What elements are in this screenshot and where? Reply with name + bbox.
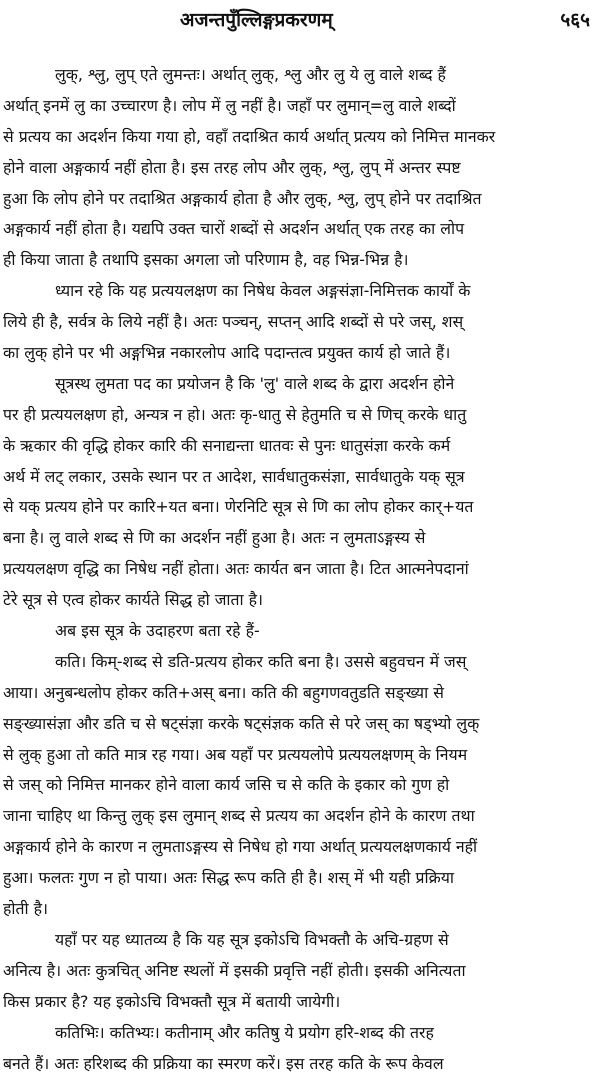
text-line: से जस् को निमित्त मानकर होने वाला कार्य जसि च से कति के इकार को गुण हो xyxy=(3,770,594,801)
page-header xyxy=(0,4,600,34)
text-line: अङ्गकार्य होने के कारण न लुमताऽङ्गस्य से निषेध हो गया अर्थात् प्रत्ययलक्षणकार्य नहीं xyxy=(3,832,594,863)
text-line: आया। अनुबन्धलोप होकर कति+अस् बना। कति की बहुगणवतुडति सङ्ख्या से xyxy=(3,678,594,709)
text-line: लुक्, श्लु, लुप् एते लुमन्तः। अर्थात् लुक्, श्लु और लु ये लु वाले शब्द हैं xyxy=(3,60,594,91)
text-line: से लुक् हुआ तो कति मात्र रह गया। अब यहाँ पर प्रत्ययलोपे प्रत्ययलक्षणम् के नियम xyxy=(3,740,594,771)
text-line: पर ही प्रत्ययलक्षण हो, अन्यत्र न हो। अतः कृ-धातु से हेतुमति च से णिच् करके धातु xyxy=(3,400,594,431)
page-body xyxy=(3,60,594,1079)
text-line: से यक् प्रत्यय होने पर कारि+यत बना। णेरनिटि सूत्र से णि का लोप होकर कार्+यत xyxy=(3,492,594,523)
text-line: का लुक् होने पर भी अङ्गभिन्न नकारलोप आदि पदान्तत्व प्रयुक्त कार्य हो जाते हैं। xyxy=(3,338,594,369)
text-line: के ऋकार की वृद्धि होकर कारि की सनाद्यन्ता धातवः से पुनः धातुसंज्ञा करके कर्म xyxy=(3,431,594,462)
text-line: ध्यान रहे कि यह प्रत्ययलक्षण का निषेध केवल अङ्गसंज्ञा-निमित्तक कार्यों के xyxy=(3,276,594,307)
text-line: कतिभिः। कतिभ्यः। कतीनाम् और कतिषु ये प्रयोग हरि-शब्द की तरह xyxy=(3,1018,594,1049)
text-line: अर्थात् इनमें लु का उच्चारण है। लोप में लु नहीं है। जहाँ पर लुमान्=लु वाले शब्दों xyxy=(3,91,594,122)
text-line: से प्रत्यय का अदर्शन किया गया हो, वहाँ तदाश्रित कार्य अर्थात् प्रत्यय को निमित्त मानकर xyxy=(3,122,594,153)
text-line: होने वाला अङ्गकार्य नहीं होता है। इस तरह लोप और लुक्, श्लु, लुप् में अन्तर स्पष्ट xyxy=(3,153,594,184)
text-line: बनते हैं। अतः हरिशब्द की प्रक्रिया का स्मरण करें। इस तरह कति के रूप केवल xyxy=(3,1049,594,1079)
chapter-title: अजन्तपुँल्लिङ्गप्रकरणम् xyxy=(180,6,333,32)
text-line: अब इस सूत्र के उदाहरण बता रहे हैं- xyxy=(3,616,594,647)
text-line: अनित्य है। अतः कुत्रचित् अनिष्ट स्थलों में इसकी प्रवृत्ति नहीं होती। इसकी अनित्यता xyxy=(3,956,594,987)
text-line: हुआ कि लोप होने पर तदाश्रित अङ्गकार्य होता है और लुक्, श्लु, लुप् होने पर तदाश्रित xyxy=(3,184,594,215)
text-line: यहाँ पर यह ध्यातव्य है कि यह सूत्र इकोऽचि विभक्तौ के अचि-ग्रहण से xyxy=(3,925,594,956)
text-line: सङ्ख्यासंज्ञा और डति च से षट्संज्ञा करके षट्संज्ञक कति से परे जस् का षड्भ्यो लुक् xyxy=(3,709,594,740)
text-line: किस प्रकार है? यह इकोऽचि विभक्तौ सूत्र में बतायी जायेगी। xyxy=(3,987,594,1018)
text-line: सूत्रस्थ लुमता पद का प्रयोजन है कि 'लु' वाले शब्द के द्वारा अदर्शन होने xyxy=(3,369,594,400)
page-number: ५६५ xyxy=(560,6,590,32)
text-line: लिये ही है, सर्वत्र के लिये नहीं है। अतः पञ्चन्, सप्तन् आदि शब्दों से परे जस्, शस् xyxy=(3,307,594,338)
text-line: कति। किम्-शब्द से डति-प्रत्यय होकर कति बना है। उससे बहुवचन में जस् xyxy=(3,647,594,678)
text-line: अर्थ में लट् लकार, उसके स्थान पर त आदेश, सार्वधातुकसंज्ञा, सार्वधातुके यक् सूत्र xyxy=(3,462,594,493)
text-line: जाना चाहिए था किन्तु लुक् इस लुमान् शब्द से प्रत्यय का अदर्शन होने के कारण तथा xyxy=(3,801,594,832)
text-line: होती है। xyxy=(3,894,594,925)
text-line: प्रत्ययलक्षण वृद्धि का निषेध नहीं होता। अतः कार्यत बन जाता है। टित आत्मनेपदानां xyxy=(3,554,594,585)
text-line: हुआ। फलतः गुण न हो पाया। अतः सिद्ध रूप कति ही है। शस् में भी यही प्रक्रिया xyxy=(3,863,594,894)
text-line: अङ्गकार्य नहीं होता है। यद्यपि उक्त चारों शब्दों से अदर्शन अर्थात् एक तरह का लोप xyxy=(3,214,594,245)
text-line: ही किया जाता है तथापि इसका अगला जो परिणाम है, वह भिन्न-भिन्न है। xyxy=(3,245,594,276)
text-line: टेरे सूत्र से एत्व होकर कार्यते सिद्ध हो जाता है। xyxy=(3,585,594,616)
text-line: बना है। लु वाले शब्द से णि का अदर्शन नहीं हुआ है। अतः न लुमताऽङ्गस्य से xyxy=(3,523,594,554)
